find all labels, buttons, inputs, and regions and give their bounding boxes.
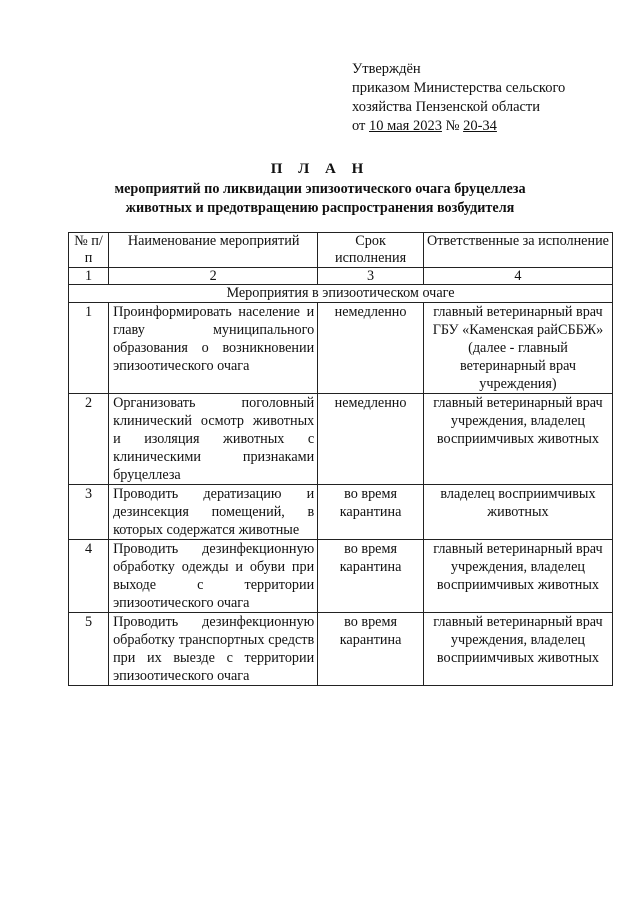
index-cell: 4 bbox=[423, 268, 612, 285]
table-row bbox=[69, 613, 613, 686]
plan-subtitle-line1: мероприятий по ликвидации эпизоотического очага бруцеллеза bbox=[114, 181, 526, 197]
row-name: Проводить дезинфекционную обработку одежды и обуви при выходе с территории эпизоотического очага bbox=[109, 540, 318, 613]
plan-title: П Л А Н bbox=[270, 161, 370, 177]
row-resp: главный ветеринарный врач ГБУ «Каменская райСББЖ» (далее - главный ветеринарный врач учреждения) bbox=[423, 303, 612, 394]
row-name: Проводить дезинфекционную обработку транспортных средств при их выезде с территории эпизоотического очага bbox=[109, 613, 318, 686]
header-name: Наименование мероприятий bbox=[109, 233, 318, 268]
approval-ministry: хозяйства Пензенской области bbox=[352, 99, 541, 115]
approval-block bbox=[352, 60, 622, 136]
measures-table bbox=[68, 232, 613, 686]
row-num: 2 bbox=[69, 394, 109, 485]
section-row bbox=[69, 285, 613, 303]
index-cell: 3 bbox=[318, 268, 424, 285]
plan-subtitle bbox=[0, 180, 640, 218]
approval-date: 10 мая 2023 bbox=[369, 118, 442, 134]
index-row bbox=[69, 268, 613, 285]
table-row bbox=[69, 485, 613, 540]
row-term: во время карантина bbox=[318, 485, 424, 540]
row-term: во время карантина bbox=[318, 540, 424, 613]
row-resp: владелец восприимчивых животных bbox=[423, 485, 612, 540]
row-name: Организовать поголовный клинический осмотр животных и изоляция животных с клиническими признаками бруцеллеза bbox=[109, 394, 318, 485]
row-term: немедленно bbox=[318, 394, 424, 485]
row-num: 1 bbox=[69, 303, 109, 394]
row-name: Проинформировать население и главу муниципального образования о возникновении эпизоотического очага bbox=[109, 303, 318, 394]
row-resp: главный ветеринарный врач учреждения, владелец восприимчивых животных bbox=[423, 540, 612, 613]
table-row bbox=[69, 540, 613, 613]
row-resp: главный ветеринарный врач учреждения, владелец восприимчивых животных bbox=[423, 394, 612, 485]
approval-number: 20-34 bbox=[463, 118, 497, 134]
index-cell: 1 bbox=[69, 268, 109, 285]
header-num: № п/п bbox=[69, 233, 109, 268]
row-num: 4 bbox=[69, 540, 109, 613]
header-resp: Ответственные за исполнение bbox=[423, 233, 612, 268]
number-prefix: № bbox=[441, 118, 464, 134]
approval-date-line bbox=[352, 117, 622, 136]
section-title: Мероприятия в эпизоотическом очаге bbox=[69, 285, 613, 303]
index-cell: 2 bbox=[109, 268, 318, 285]
date-prefix: от bbox=[352, 118, 370, 134]
header-term: Срок исполнения bbox=[318, 233, 424, 268]
row-num: 5 bbox=[69, 613, 109, 686]
row-num: 3 bbox=[69, 485, 109, 540]
table-row bbox=[69, 394, 613, 485]
row-name: Проводить дератизацию и дезинсекция помещений, в которых содержатся животные bbox=[109, 485, 318, 540]
plan-subtitle-line2: животных и предотвращению распространения возбудителя bbox=[125, 200, 515, 216]
row-resp: главный ветеринарный врач учреждения, владелец восприимчивых животных bbox=[423, 613, 612, 686]
table-row bbox=[69, 303, 613, 394]
approval-status: Утверждён bbox=[352, 61, 421, 77]
row-term: немедленно bbox=[318, 303, 424, 394]
row-term: во время карантина bbox=[318, 613, 424, 686]
table-header-row bbox=[69, 233, 613, 268]
approval-order: приказом Министерства сельского bbox=[352, 80, 566, 96]
